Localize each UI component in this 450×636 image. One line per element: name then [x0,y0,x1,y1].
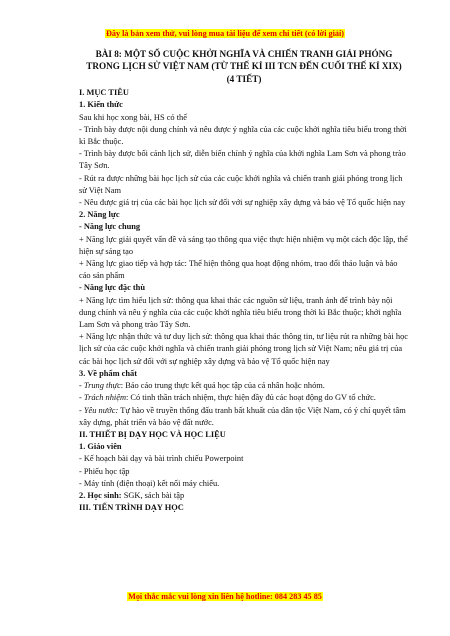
student-item [79,490,409,502]
quality-text: Tự hào về truyền thống đấu tranh bất khuất của dân tộc Việt Nam, có ý chí quyết tâm xây dựng, phát triển và bảo vệ đất nước. [79,405,406,427]
competence-item: + Năng lực giao tiếp và hợp tác: Thể hiện thông qua hoạt động nhóm, trao đổi thảo luận và báo cáo sản phẩm [79,259,398,281]
quality-label: - Trung thực [79,381,121,391]
competence-item: + Năng lực nhận thức và tư duy lịch sử: thông qua khai thác thông tin, tư liệu rút ra những bài học lịch sử của các cuộc khởi nghĩa và chiến tranh giải phóng trong lịch sử Việt Nam; nêu giá trị của các bài học lịch sử đối với sự nghiệp xây dựng và bảo vệ Tổ quốc hiện nay [79,332,408,366]
preview-notice-text: Đây là bản xem thử, vui lòng mua tài liệu để xem chi tiết (có lời giải) [105,29,344,38]
hotline-banner [0,591,450,602]
section-equipment: II. THIẾT BỊ DẠY HỌC VÀ HỌC LIỆU [79,429,226,439]
lesson-duration: (4 TIẾT) [226,73,262,84]
knowledge-intro: Sau khi học xong bài, HS có thể [79,112,187,122]
quality-text: : Có tinh thần trách nhiệm, thực hiện đầy đủ các hoạt động do GV tổ chức. [126,393,376,403]
teacher-item: - Kế hoạch bài dạy và bài trình chiếu Powerpoint [79,454,244,464]
competence-item: + Năng lực tìm hiểu lịch sử: thông qua khai thác các nguồn sử liệu, tranh ảnh để trình bày nội dung chính và nêu ý nghĩa của các cuộc khởi nghĩa tiêu biểu trong thời kì Bắc thuộc; khởi nghĩa Lam Sơn và phong trào Tây Sơn. [79,295,402,330]
preview-notice-banner [0,28,450,39]
knowledge-item: - Nêu được giá trị của các bài học lịch sử đối với sự nghiệp xây dựng và bảo vệ Tổ quốc hiện nay [79,198,406,208]
heading-teacher: 1. Giáo viên [79,442,122,452]
heading-qualities: 3. Về phẩm chất [79,368,138,378]
heading-competence: 2. Năng lực [79,210,120,220]
heading-knowledge: 1. Kiến thức [79,100,123,110]
teacher-item: - Máy tính (điện thoại) kết nối máy chiếu. [79,478,220,488]
knowledge-item: - Rút ra được những bài học lịch sử của các cuộc khởi nghĩa và chiến tranh giải phóng trong lịch sử Việt Nam [79,173,403,195]
document-content [79,47,409,514]
heading-general-competence: - Năng lực chung [79,222,141,232]
quality-item [79,380,409,392]
quality-item [79,405,409,429]
quality-label: - Trách nhiệm [79,393,126,403]
quality-label: - Yêu nước: [79,405,119,415]
heading-specific-competence: - Năng lực đặc thù [79,283,145,293]
knowledge-item: - Trình bày được bối cảnh lịch sử, diễn biến chính ý nghĩa của khởi nghĩa Lam Sơn và phong trào Tây Sơn. [79,149,406,171]
competence-item: + Năng lực giải quyết vấn đề và sáng tạo thông qua việc thực hiện nhiệm vụ một cách độc lập, thể hiện sự sáng tạo [79,234,408,256]
quality-item [79,392,409,404]
quality-text: : Báo cáo trung thực kết quả học tập của cá nhân hoặc nhóm. [120,381,325,391]
heading-student: 2. Học sinh: [79,490,122,500]
hotline-text: Mọi thắc mắc vui lòng xin liên hệ hotline: 084 283 45 85 [128,592,322,601]
lesson-title: BÀI 8: MỘT SỐ CUỘC KHỞI NGHĨA VÀ CHIẾN TRANH GIẢI PHÓNG TRONG LỊCH SỬ VIỆT NAM (TỪ THẾ KỈ III TCN ĐẾN CUỐI THẾ KỈ XIX) [86,49,402,72]
student-text: SGK, sách bài tập [121,490,185,500]
knowledge-item: - Trình bày được nội dung chính và nêu được ý nghĩa của các cuộc khởi nghĩa tiêu biểu trong thời kì Bắc thuộc. [79,124,407,147]
section-objectives: I. MỤC TIÊU [79,88,129,98]
teacher-item: - Phiếu học tập [79,466,130,476]
section-teaching-process: III. TIẾN TRÌNH DẠY HỌC [79,503,184,513]
